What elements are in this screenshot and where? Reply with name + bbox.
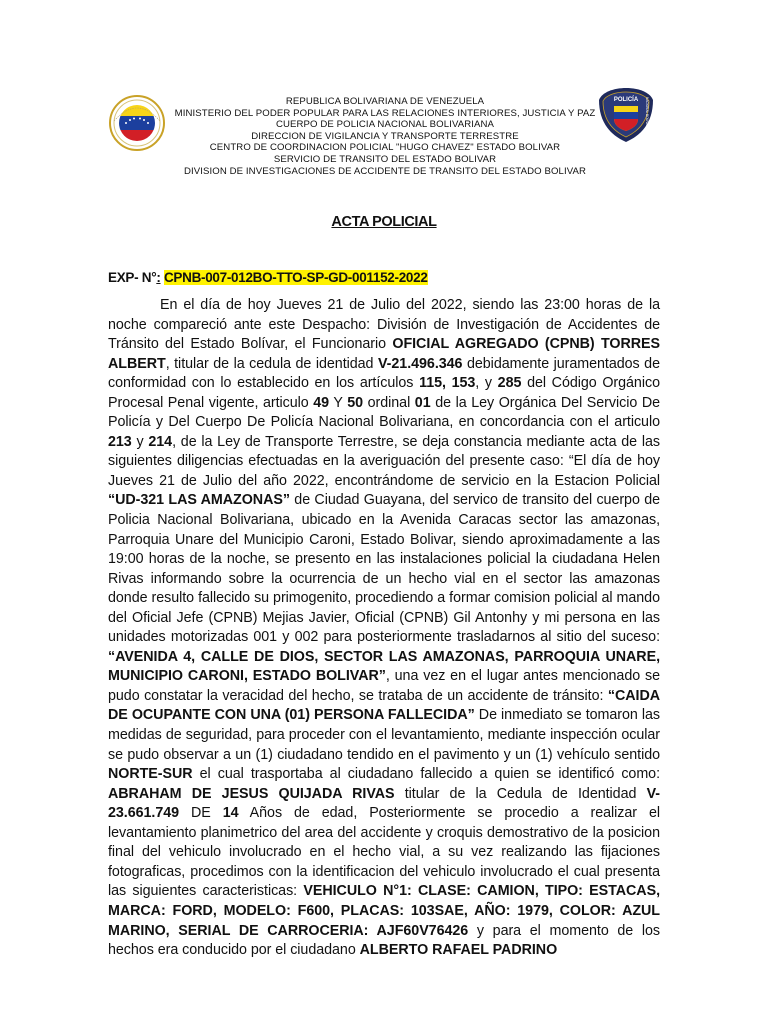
body-bold-run: “UD-321 LAS AMAZONAS” xyxy=(108,492,290,509)
body-text-run: y para el momento de los hechos era conducido por el ciudadano xyxy=(108,922,661,959)
header-line: DIRECCION DE VIGILANCIA Y TRANSPORTE TERRESTRE xyxy=(251,130,519,142)
body-bold-run: 285 xyxy=(497,375,522,392)
body-text-run: de Ciudad Guayana, del servico de transito del cuerpo de Policia Nacional Bolivariana, ubicado en la Avenida Caracas sector las amazonas, Parroquia Unare del Municipio Caroni, Estado Bolivar, siendo aproximadamente a las 19:00 horas de la noche, se presento en las instalaciones policial la ciudadana Helen Rivas informando sobre la ocurrencia de un hecho vial en el sector las amazonas donde resulto fallecido su primogenito, procediendo a formar comision policial al mando del Oficial Jefe (CPNB) Mejias Javier, Oficial (CPNB) Gil Antonhy y mi persona en las unidades motorizadas 001 y 002 para posteriormente trasladarnos al sitio del suceso: xyxy=(108,492,660,646)
svg-text:POLICÍA: POLICÍA xyxy=(613,97,639,103)
body-bold-run: “CAIDA DE OCUPANTE CON UNA (01) PERSONA FALLECIDA” xyxy=(108,687,660,724)
body-bold-run: 115, 153 xyxy=(419,375,476,392)
body-bold-run: 50 xyxy=(347,394,364,411)
body-bold-run: ALBERTO RAFAEL PADRINO xyxy=(359,942,558,959)
body-text-run: Y xyxy=(329,394,348,411)
body-bold-run: V-23.661.749 xyxy=(108,785,660,822)
expedient-number: CPNB-007-012BO-TTO-SP-GD-001152-2022 xyxy=(163,270,428,285)
body-text-run: el cual trasportaba al ciudadano fallecido a quien se identificó como: xyxy=(192,766,660,783)
expedient-label: EXP- N° xyxy=(108,270,157,285)
body-bold-run: 01 xyxy=(414,394,431,411)
header-line: MINISTERIO DEL PODER POPULAR PARA LAS RELACIONES INTERIORES, JUSTICIA Y PAZ xyxy=(174,107,596,119)
body-text-run: debidamente juramentados de conformidad con lo establecido en los artículos xyxy=(108,355,660,392)
body-bold-run: V-21.496.346 xyxy=(377,355,463,372)
header-line: CENTRO DE COORDINACION POLICIAL "HUGO CHAVEZ" ESTADO BOLIVAR xyxy=(209,142,561,154)
body-bold-run: OFICIAL AGREGADO (CPNB) TORRES ALBERT xyxy=(108,336,660,372)
body-text-run: En el día de hoy Jueves 21 de Julio del 2022, siendo las 23:00 horas de la noche compareció ante este Despacho: División de Investigación de Accidentes de Tránsito del Estado Bolívar, el Funcionario xyxy=(108,297,660,353)
body-text-run: ordinal xyxy=(363,394,415,411)
body-text-run: titular de la Cedula de Identidad xyxy=(394,785,647,802)
header-line: CUERPO DE POLICIA NACIONAL BOLIVARIANA xyxy=(275,119,495,131)
body-bold-run: ABRAHAM DE JESUS QUIJADA RIVAS xyxy=(108,785,395,802)
body-bold-run: “AVENIDA 4, CALLE DE DIOS, SECTOR LAS AMAZONAS, PARROQUIA UNARE, MUNICIPIO CARONI, ESTADO BOLIVAR” xyxy=(108,648,660,685)
body-bold-run: VEHICULO N°1: CLASE: CAMION, TIPO: ESTACAS, MARCA: FORD, MODELO: F600, PLACAS: 103SAE, AÑO: 1979, COLOR: AZUL MARINO, SERIAL DE CARROCERIA: AJF60V76426 xyxy=(108,883,660,939)
body-text-run: y xyxy=(131,433,149,450)
expedient-number-line xyxy=(108,270,428,285)
svg-text:NACIONAL BOLIVARIANA: NACIONAL BOLIVARIANA xyxy=(645,96,649,136)
document-header xyxy=(110,96,660,177)
body-bold-run: 214 xyxy=(148,433,173,450)
body-text-run: Años de edad, Posteriormente se procedio a realizar el levantamiento planimetrico del area del accidente y croquis demostrativo de la posicion final del vehiculo involucrado en el hecho vial, a su vez realizando las fijaciones fotograficas, procedimos con la identificacion del vehiculo involucrado el cual presenta las siguientes caracteristicas: xyxy=(108,805,660,900)
body-text-run: , titular de la cedula de identidad xyxy=(165,355,378,372)
body-text-run: DE xyxy=(179,805,223,822)
header-line: SERVICIO DE TRANSITO DEL ESTADO BOLIVAR xyxy=(273,153,497,165)
body-text-run: , y xyxy=(475,375,498,392)
header-line: REPUBLICA BOLIVARIANA DE VENEZUELA xyxy=(285,96,485,107)
body-text-run: de la Ley Orgánica Del Servicio De Policía y Del Cuerpo De Policía Nacional Bolivariana, en concordancia con el articulo xyxy=(108,394,660,431)
body-text-run: De inmediato se tomaron las medidas de seguridad, para proceder con el levantamiento, mediante inspección ocular se pudo observar a un (1) ciudadano tendido en el pavimento y un (1) vehículo sentido xyxy=(108,707,660,763)
body-bold-run: 213 xyxy=(108,433,132,450)
body-text-run: , una vez en el lugar antes mencionado se pudo constatar la veracidad del hecho, se trataba de un accidente de tránsito: xyxy=(108,668,660,704)
body-text-run: del Código Orgánico Procesal Penal vigente, articulo xyxy=(108,375,660,411)
document-body-paragraph xyxy=(108,296,660,961)
expedient-separator: : xyxy=(156,270,161,285)
body-bold-run: 14 xyxy=(222,805,239,822)
body-bold-run: NORTE-SUR xyxy=(108,766,193,783)
document-title: ACTA POLICIAL xyxy=(331,214,437,230)
body-bold-run: 49 xyxy=(313,394,330,411)
body-text-run: , de la Ley de Transporte Terrestre, se deja constancia mediante acta de las siguientes diligencias efectuadas en la averiguación del presente caso: “El día de hoy Jueves 21 de Julio del año 2022, encontrándome de servicio en la Estacion Policial xyxy=(108,433,660,489)
header-line: DIVISION DE INVESTIGACIONES DE ACCIDENTE DE TRANSITO DEL ESTADO BOLIVAR xyxy=(183,165,587,177)
